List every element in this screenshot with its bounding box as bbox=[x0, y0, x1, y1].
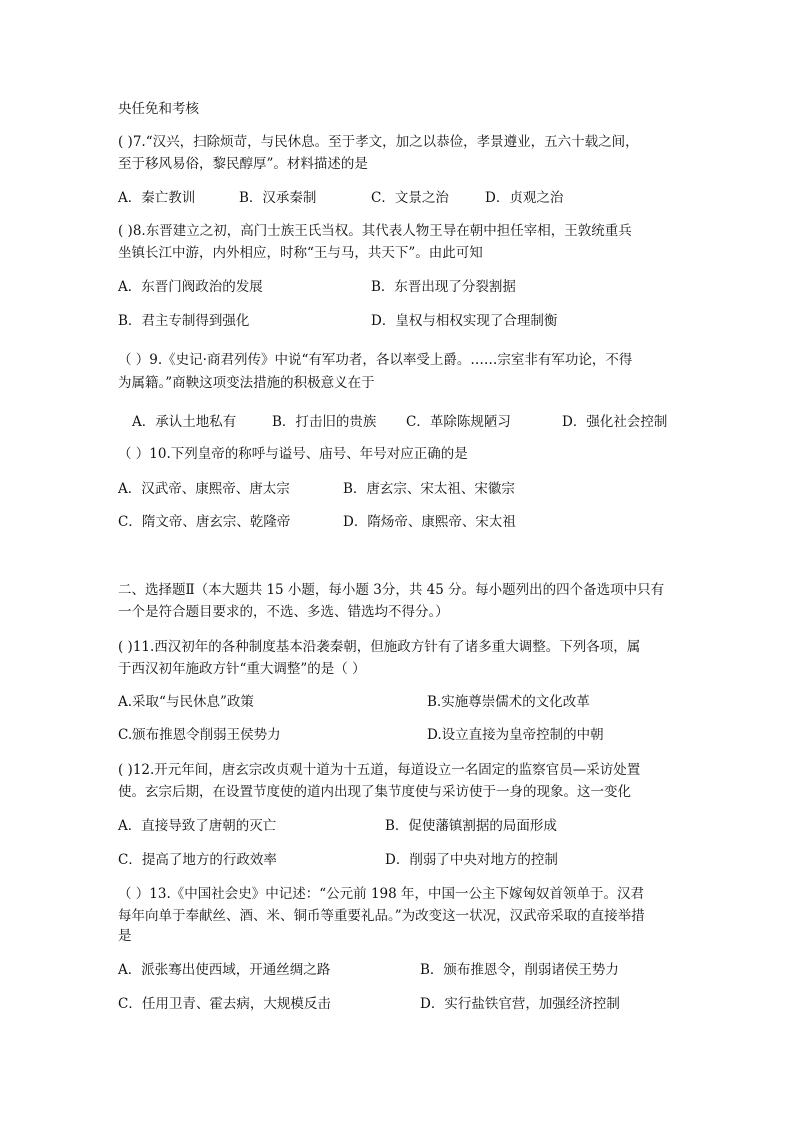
question-11-option-a: A.采取“与民休息”政策 bbox=[118, 694, 254, 710]
question-8-stem-line-2: 坐镇长江中游，内外相应，时称“王与马，共天下”。由此可知 bbox=[118, 245, 483, 261]
question-13-stem-line-2: 每年向单于奉献丝、酒、米、铜币等重要礼品。”为改变这一状况，汉武帝采取的直接举措 bbox=[118, 908, 645, 924]
question-10-option-b: B．唐玄宗、宋太祖、宋徽宗 bbox=[343, 481, 515, 497]
question-7-stem-line-1: ( )7.“汉兴，扫除烦苛，与民休息。至于孝文，加之以恭俭，孝景遵业，五六十载之间， bbox=[118, 134, 639, 150]
question-8-option-c: B．君主专制得到强化 bbox=[118, 313, 250, 329]
question-11-stem-line-1: ( )11.西汉初年的各种制度基本沿袭秦朝，但施政方针有了诸多重大调整。下列各项，属 bbox=[118, 639, 641, 655]
question-8-option-b: B．东晋出现了分裂割据 bbox=[371, 279, 516, 295]
question-11-option-c: C.颁布推恩令削弱王侯势力 bbox=[118, 727, 281, 743]
question-7-option-d: D．贞观之治 bbox=[485, 190, 564, 206]
question-12-option-a: A．直接导致了唐朝的灭亡 bbox=[118, 818, 277, 834]
question-7-option-b: B．汉承秦制 bbox=[239, 190, 317, 206]
question-13-option-c: C．任用卫青、霍去病，大规模反击 bbox=[118, 996, 331, 1012]
question-13-stem-line-3: 是 bbox=[118, 928, 132, 944]
question-7-option-c: C．文景之治 bbox=[371, 190, 449, 206]
question-13-option-b: B．颁布推恩令，削弱诸侯王势力 bbox=[420, 962, 619, 978]
section-2-heading-line-2: 一个是符合题目要求的，不选、多选、错选均不得分。） bbox=[118, 604, 449, 620]
question-11-option-d: D.设立直接为皇帝控制的中朝 bbox=[427, 727, 604, 743]
question-8-stem-line-1: ( )8.东晋建立之初，高门士族王氏当权。其代表人物王导在朝中担任宰相，王敦统重兵 bbox=[118, 223, 632, 239]
question-8-option-d: D．皇权与相权实现了合理制衡 bbox=[371, 313, 558, 329]
question-9-stem-line-2: 为属籍。”商鞅这项变法措施的积极意义在于 bbox=[118, 375, 375, 391]
question-7-option-a: A．秦亡教训 bbox=[118, 190, 196, 206]
question-13-stem-line-1: （ ）13.《中国社会史》中记述：“公元前 198 年，中国一公主下嫁匈奴首领单于。汉君 bbox=[118, 886, 645, 902]
question-12-option-d: D．削弱了中央对地方的控制 bbox=[385, 852, 558, 868]
intro-line: 央任免和考核 bbox=[118, 101, 199, 117]
question-10-option-d: D．隋炀帝、康熙帝、宋太祖 bbox=[343, 514, 516, 530]
question-12-stem-line-2: 使。玄宗后期，在设置节度使的道内出现了集节度使与采访使于一身的现象。这一变化 bbox=[118, 784, 631, 800]
section-2-heading-line-1: 二、选择题Ⅱ（本大题共 15 小题，每小题 3分，共 45 分。每小题列出的四个备选项中只有 bbox=[118, 582, 665, 598]
question-9-option-a: A．承认土地私有 bbox=[132, 414, 237, 430]
question-12-option-c: C．提高了地方的行政效率 bbox=[118, 852, 277, 868]
question-10-option-c: C．隋文帝、唐玄宗、乾隆帝 bbox=[118, 514, 291, 530]
question-12-option-b: B．促使藩镇割据的局面形成 bbox=[385, 818, 557, 834]
question-10-stem: （ ）10.下列皇帝的称呼与谥号、庙号、年号对应正确的是 bbox=[118, 446, 468, 462]
question-7-stem-line-2: 至于移风易俗，黎民醇厚”。材料描述的是 bbox=[118, 156, 368, 172]
question-8-option-a: A．东晋门阀政治的发展 bbox=[118, 279, 263, 295]
question-13-option-a: A．派张骞出使西域，开通丝绸之路 bbox=[118, 962, 331, 978]
question-9-option-c: C．革除陈规陋习 bbox=[406, 414, 511, 430]
question-13-option-d: D．实行盐铁官营，加强经济控制 bbox=[420, 996, 620, 1012]
question-9-option-b: B．打击旧的贵族 bbox=[272, 414, 377, 430]
question-11-option-b: B.实施尊崇儒术的文化改革 bbox=[427, 694, 590, 710]
question-9-option-d: D．强化社会控制 bbox=[562, 414, 668, 430]
question-11-stem-line-2: 于西汉初年施政方针“重大调整”的是（ ） bbox=[118, 661, 366, 677]
question-12-stem-line-1: ( )12.开元年间，唐玄宗改贞观十道为十五道，每道设立一名固定的监察官员—采访处置 bbox=[118, 762, 641, 778]
question-10-option-a: A．汉武帝、康熙帝、唐太宗 bbox=[118, 481, 290, 497]
question-9-stem-line-1: （ ）9.《史记·商君列传》中说“有军功者，各以率受上爵。……宗室非有军功论，不得 bbox=[118, 352, 633, 368]
